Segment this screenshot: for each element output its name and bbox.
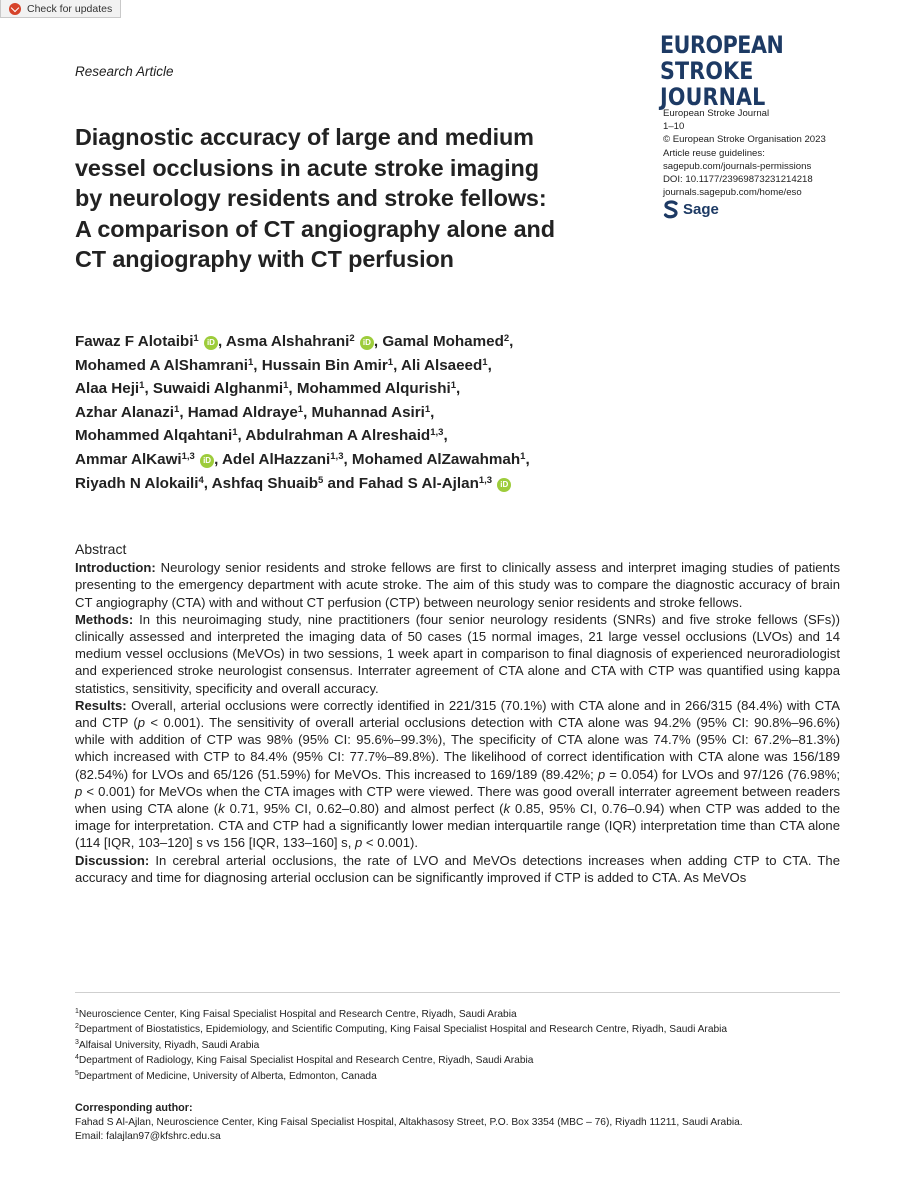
author-affiliation-ref: 4 [198,474,204,486]
author-affiliation-ref: 1 [297,403,304,415]
corresponding-author [75,1101,855,1145]
divider [75,992,840,993]
check-updates-icon [9,3,21,15]
abstract-text: In this neuroimaging study, nine practitioners (four senior neurology residents (SNRs) and five stroke fellows (SFs)) clinically assessed and interpreted the imaging data of 50 cases (15 normal images, 21 large vessel occlusions (LVOs) and 14 medium vessel occlusions (MeVOs) in two sessions, 1 week apart in comparison to final diagnosis of experienced neuroradiologist and experienced stroke neurologist consensus. Interrater agreement of CTA alone and CTA with CTP was quantified using kappa statistics, sensitivity, specificity and overall accuracy. [75,611,840,696]
author-affiliation-ref: 1,3 [181,450,195,462]
author-name: Alaa Heji [75,380,140,398]
author-name: , Muhannad Asiri [303,403,425,421]
author-separator: , [525,450,530,468]
journal-logo [660,32,815,110]
author-name: Mohammed Alqahtani [75,427,233,445]
publisher-name: Sage [683,201,719,218]
affiliation [75,1038,727,1053]
affiliation-text: Department of Radiology, King Faisal Specialist Hospital and Research Centre, Riyadh, Saudi Arabia [78,1055,534,1067]
author-name: , Gamal Mohamed [373,333,504,350]
affiliation [75,1022,727,1037]
abstract [75,541,840,886]
author-line [75,330,530,354]
author-affiliation-ref: 1 [387,356,394,368]
abstract-text: = 0.054) for LVOs and 97/126 (76.98%; [605,766,840,782]
affiliation-number: 5 [75,1069,79,1077]
abstract-paragraph [75,559,840,611]
author-name: Riyadh N Alokaili [75,474,199,492]
affiliations [75,1007,727,1084]
author-name: , Abdulrahman A Alreshaid [237,427,431,445]
abstract-paragraph [75,852,840,886]
title-line: CT angiography with CT perfusion [75,246,454,272]
author-affiliation-ref: 5 [318,474,324,486]
author-name: Ammar AlKawi [75,450,182,468]
journal-meta [663,107,826,199]
affiliation [75,1069,727,1084]
author-name: Fawaz F Alotaibi [75,333,194,350]
author-affiliation-ref: 1 [248,356,254,368]
author-name: , Mohammed Alqurishi [288,380,451,398]
meta-permissions-link[interactable]: sagepub.com/journals-permissions [663,160,812,172]
author-separator: , [430,403,435,421]
stat-symbol: p [75,783,83,799]
meta-journal-link[interactable]: journals.sagepub.com/home/eso [663,187,802,199]
meta-pages: 1–10 [663,121,685,133]
abstract-text: < 0.001). [362,835,418,851]
author-affiliation-ref: 2 [349,333,355,344]
corresponding-email[interactable]: Email: falajlan97@kfshrc.edu.sa [75,1131,221,1143]
affiliation [75,1007,727,1022]
author-line [75,377,530,401]
corresponding-heading: Corresponding author: [75,1102,193,1114]
abstract-text: 0.71, 95% CI, 0.62–0.80) and almost perfect ( [224,801,504,817]
author-affiliation-ref: 1,3 [430,427,444,439]
author-separator: , [443,427,448,445]
affiliation-text: Alfaisal University, Riyadh, Saudi Arabia [78,1039,260,1051]
author-name: Azhar Alanazi [75,403,175,421]
sage-icon [663,200,679,219]
author-affiliation-ref: 1 [482,356,488,368]
corresponding-address: Fahad S Al-Ajlan, Neuroscience Center, King Faisal Specialist Hospital, Altakhasosy Street, P.O. Box 3354 (MBC – 76), Riyadh 11211, Saudi Arabia. [75,1116,743,1128]
author-affiliation-ref: 1 [193,333,199,344]
abstract-text: < 0.001). The sensitivity of overall arterial occlusions detection with CTA alone was 94.2% (95% CI: 90.8%–96.6%) while with addition of CTP was 98% (95% CI: 95.6%–99.3%), The specificity of CTA alone was 74.7% (95% CI: 67.2%–81.3%) which increased with CTP to 84.4% (95% CI: 77.7%–89.8%). The likelihood of correct identification with CTA alone was 156/189 (82.54%) for LVOs and 65/126 (51.59%) for MeVOs. This increased to 169/189 (89.42%; [75,715,841,782]
affiliation-number: 2 [75,1023,79,1031]
title-line: Diagnostic accuracy of large and medium [75,124,534,150]
author-name: , Ashfaq Shuaib [203,474,318,492]
abstract-section-label: Introduction: [75,560,156,576]
abstract-text: In cerebral arterial occlusions, the rate of LVO and MeVOs detections increases when adding CTP to CTA. The accuracy and time for diagnosing arterial occlusion can be significantly improved if CTP is added to CTA. As MeVOs [75,852,840,885]
abstract-heading: Abstract [75,541,127,557]
author-affiliation-ref: 1 [450,380,457,392]
affiliation-text: Department of Medicine, University of Alberta, Edmonton, Canada [78,1070,377,1082]
check-updates-label: Check for updates [27,2,113,15]
author-separator: , [456,380,461,398]
stat-symbol: p [137,715,146,731]
author-separator: , [509,333,514,350]
stat-symbol: p [597,766,606,782]
meta-copyright: © European Stroke Organisation 2023 [663,134,826,146]
author-affiliation-ref: 1 [174,403,180,415]
author-name: , Suwaidi Alghanmi [144,380,284,398]
author-line [75,401,530,425]
title-line: by neurology residents and stroke fellows: [75,185,547,211]
check-for-updates-badge[interactable] [0,0,121,18]
author-affiliation-ref: 1 [139,380,145,392]
orcid-icon[interactable]: iD [360,336,374,350]
journal-logo-line2: STROKE JOURNAL [660,57,766,111]
orcid-icon[interactable]: iD [204,336,218,350]
abstract-section-label: Methods: [75,611,134,627]
abstract-body [75,559,840,886]
author-affiliation-ref: 1 [424,403,431,415]
abstract-section-label: Discussion: [75,852,150,868]
orcid-icon[interactable]: iD [497,478,511,492]
author-name: , Adel AlHazzani [214,450,331,468]
meta-journal-name: European Stroke Journal [663,108,770,119]
author-affiliation-ref: 2 [503,333,510,344]
affiliation-text: Department of Biostatistics, Epidemiology, and Scientific Computing, King Faisal Specialist Hospital and Research Centre, Riyadh, Saudi Arabia [78,1024,728,1036]
author-name: , Ali Alsaeed [393,356,483,374]
author-affiliation-ref: 1 [232,427,238,439]
title-line: vessel occlusions in acute stroke imaging [75,154,539,181]
affiliation [75,1053,727,1068]
abstract-text: < 0.001) for MeVOs when the CTA images with CTP were viewed. There was good overall interrater agreement between readers when using CTA alone ( [75,783,840,817]
author-name: Mohamed A AlShamrani [75,356,248,374]
affiliation-number: 1 [75,1008,79,1015]
meta-reuse-label: Article reuse guidelines: [663,147,765,159]
abstract-paragraph [75,611,840,697]
meta-doi[interactable]: DOI: 10.1177/23969873231214218 [663,174,813,186]
stat-symbol: k [503,801,511,817]
author-line [75,472,530,496]
affiliation-number: 3 [75,1038,79,1046]
publisher-logo [663,200,719,219]
author-line [75,424,530,448]
stat-symbol: k [218,801,225,817]
abstract-paragraph [75,697,840,852]
abstract-text: Overall, arterial occlusions were correctly identified in 221/315 (70.1%) with CTA alone and in 266/315 (84.4%) with CTA and CTP ( [75,697,840,731]
title-line: A comparison of CT angiography alone and [75,215,555,242]
article-type: Research Article [75,64,174,79]
abstract-text: Neurology senior residents and stroke fellows are first to clinically assess and interpret imaging studies of patients presenting to the emergency department with acute stroke. The aim of this study was to compare the diagnostic accuracy of brain CT angiography (CTA) with and without CT perfusion (CTP) between neurology senior residents and stroke fellows. [75,560,840,610]
author-list [75,330,530,495]
affiliation-number: 4 [75,1054,79,1062]
author-line [75,448,530,472]
abstract-section-label: Results: [75,697,127,713]
author-separator: , [487,356,492,374]
author-affiliation-ref: 1 [520,450,526,462]
author-line [75,354,530,378]
journal-logo-line1: EUROPEAN [660,31,784,59]
author-name: , Asma Alshahrani [217,333,350,350]
author-name: , Hussain Bin Amir [253,356,388,374]
orcid-icon[interactable]: iD [200,454,214,468]
author-affiliation-ref: 1 [283,380,289,392]
author-name: and Fahad S Al-Ajlan [323,474,479,492]
author-name: , Mohamed AlZawahmah [343,450,521,468]
article-title [75,122,665,275]
affiliation-text: Neuroscience Center, King Faisal Specialist Hospital and Research Centre, Riyadh, Saudi Arabia [78,1009,517,1020]
abstract-text: 0.85, 95% CI, 0.76–0.94) when CTP was added to the image for interpretation. CTA and CTP had a significantly lower median interquartile range (IQR) interpretation time than CTA alone (114 [IQR, 103–120] s vs 156 [IQR, 133–160] s, [75,801,841,851]
author-affiliation-ref: 1,3 [478,474,493,486]
author-name: , Hamad Aldraye [179,403,298,421]
stat-symbol: p [354,835,363,851]
author-affiliation-ref: 1,3 [330,450,344,462]
